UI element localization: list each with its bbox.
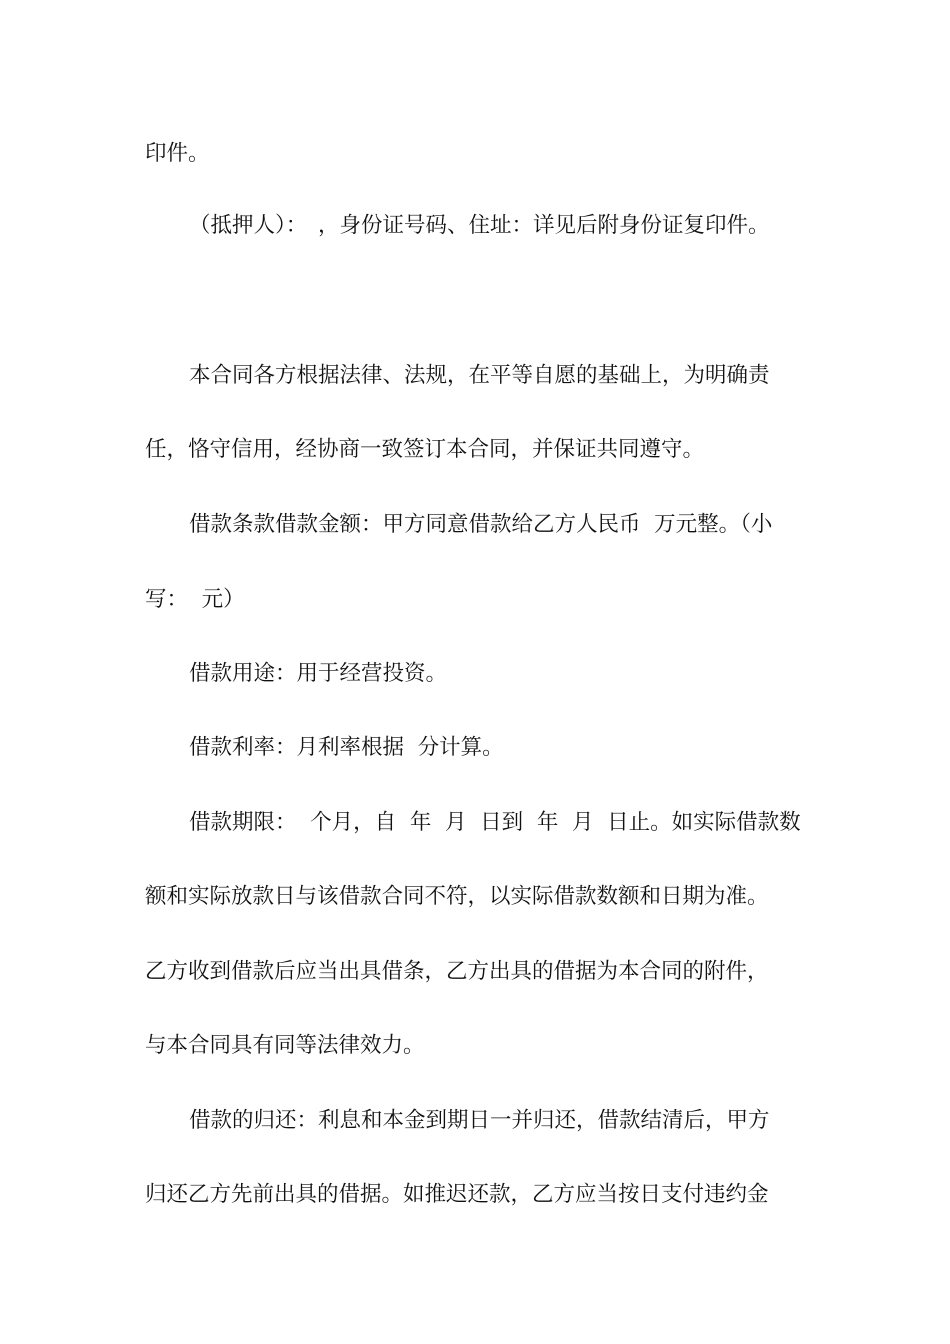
text-line-7: 借款用途：用于经营投资。: [189, 661, 448, 686]
text-line-14: 归还乙方先前出具的借据。如推迟还款，乙方应当按日支付违约金: [145, 1182, 769, 1207]
text-line-6: 写： 元）: [145, 587, 245, 612]
text-line-12: 与本合同具有同等法律效力。: [145, 1033, 425, 1058]
text-line-11: 乙方收到借款后应当出具借条，乙方出具的借据为本合同的附件，: [145, 959, 769, 984]
text-line-3: 本合同各方根据法律、法规，在平等自愿的基础上，为明确责: [189, 363, 770, 388]
text-line-2: （抵押人）： ，身份证号码、住址：详见后附身份证复印件。: [189, 213, 770, 238]
text-line-10: 额和实际放款日与该借款合同不符，以实际借款数额和日期为准。: [145, 884, 769, 909]
text-line-1: 印件。: [145, 141, 210, 166]
text-line-4: 任，恪守信用，经协商一致签订本合同，并保证共同遵守。: [145, 437, 705, 462]
text-line-9: 借款期限： 个月，自 年 月 日到 年 月 日止。如实际借款数: [189, 810, 801, 835]
text-line-5: 借款条款借款金额：甲方同意借款给乙方人民币 万元整。（小: [189, 512, 773, 537]
text-line-8: 借款利率：月利率根据 分计算。: [189, 735, 504, 760]
text-line-13: 借款的归还：利息和本金到期日一并归还，借款结清后，甲方: [189, 1108, 770, 1133]
